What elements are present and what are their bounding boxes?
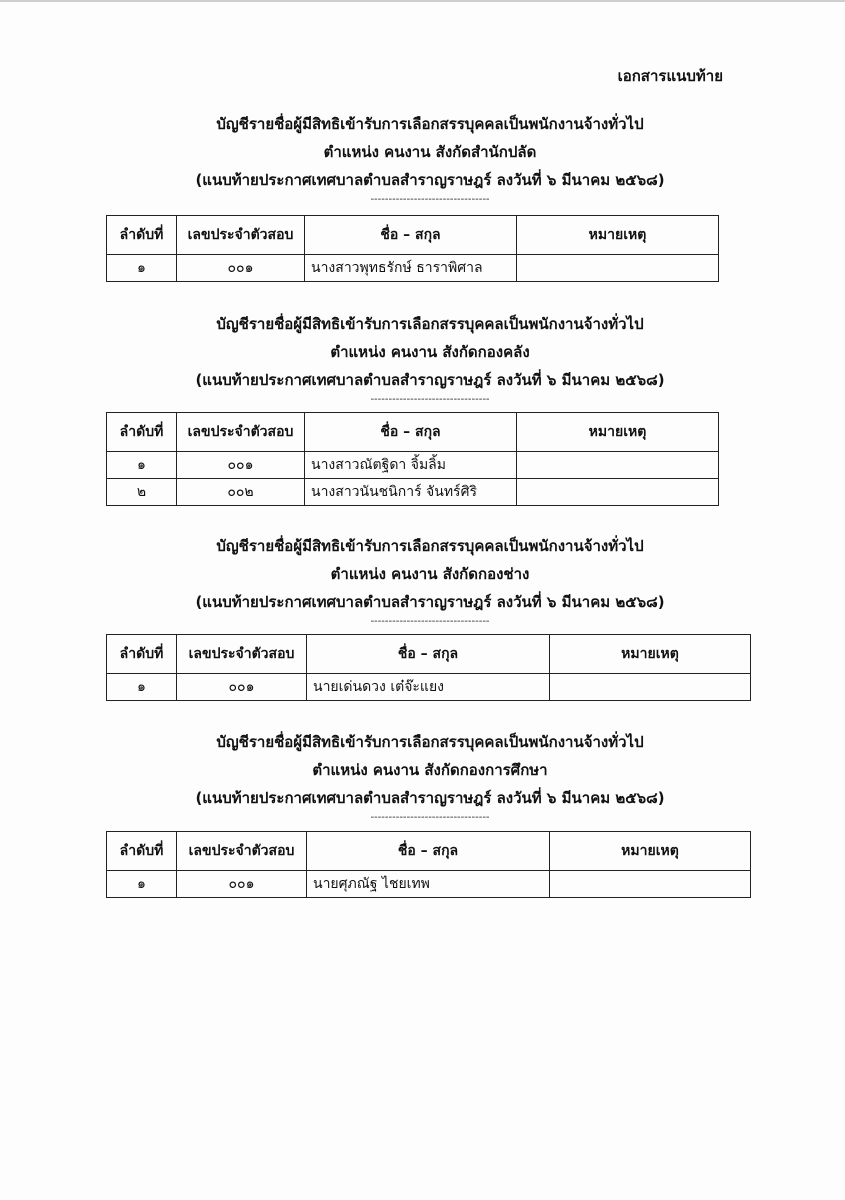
cell-exam-id: ๐๐๒ (177, 479, 305, 506)
cell-name: นายเด่นดวง เต๋จ๊ะแยง (307, 674, 550, 701)
section-reference: (แนบท้ายประกาศเทศบาลตำบลสำราญราษฎร์ ลงวันที่ ๖ มีนาคม ๒๕๖๘) (195, 789, 665, 807)
candidate-table (106, 215, 719, 282)
cell-exam-id: ๐๐๑ (177, 674, 307, 701)
table-row (107, 479, 719, 506)
cell-name: นางสาวณัตฐิดา จิ้มลิ้ม (305, 452, 517, 479)
table-row (107, 871, 751, 898)
cell-exam-id: ๐๐๑ (177, 871, 307, 898)
cell-no: ๑ (107, 674, 177, 701)
col-header-exam-id: เลขประจำตัวสอบ (177, 413, 305, 452)
candidate-table (106, 412, 719, 506)
col-header-remark: หมายเหตุ (517, 216, 719, 255)
cell-remark (550, 871, 751, 898)
table-header-row (107, 216, 719, 255)
col-header-no: ลำดับที่ (107, 635, 177, 674)
cell-no: ๒ (107, 479, 177, 506)
separator: --------------------------------- (370, 194, 490, 205)
table-row (107, 674, 751, 701)
cell-remark (550, 674, 751, 701)
col-header-name: ชื่อ – สกุล (305, 216, 517, 255)
section-title: บัญชีรายชื่อผู้มีสิทธิเข้ารับการเลือกสรรบุคคลเป็นพนักงานจ้างทั่วไป (216, 537, 644, 555)
col-header-name: ชื่อ – สกุล (305, 413, 517, 452)
section-title: บัญชีรายชื่อผู้มีสิทธิเข้ารับการเลือกสรรบุคคลเป็นพนักงานจ้างทั่วไป (216, 115, 644, 133)
section-title: บัญชีรายชื่อผู้มีสิทธิเข้ารับการเลือกสรรบุคคลเป็นพนักงานจ้างทั่วไป (216, 733, 644, 751)
table-row (107, 255, 719, 282)
candidate-table (106, 634, 751, 701)
cell-no: ๑ (107, 871, 177, 898)
cell-exam-id: ๐๐๑ (177, 452, 305, 479)
section-position: ตำแหน่ง คนงาน สังกัดสำนักปลัด (323, 143, 537, 161)
col-header-name: ชื่อ – สกุล (307, 635, 550, 674)
table-row (107, 452, 719, 479)
section-title: บัญชีรายชื่อผู้มีสิทธิเข้ารับการเลือกสรรบุคคลเป็นพนักงานจ้างทั่วไป (216, 315, 644, 333)
table-header-row (107, 413, 719, 452)
col-header-no: ลำดับที่ (107, 216, 177, 255)
col-header-exam-id: เลขประจำตัวสอบ (177, 832, 307, 871)
page-top-edge (0, 0, 845, 2)
cell-remark (517, 255, 719, 282)
section-education (0, 728, 845, 822)
cell-remark (517, 479, 719, 506)
section-position: ตำแหน่ง คนงาน สังกัดกองคลัง (330, 343, 530, 361)
section-finance (0, 310, 845, 404)
table-header-row (107, 635, 751, 674)
attachment-label: เอกสารแนบท้าย (617, 67, 723, 85)
cell-exam-id: ๐๐๑ (177, 255, 305, 282)
col-header-remark: หมายเหตุ (550, 635, 751, 674)
separator: --------------------------------- (370, 394, 490, 405)
candidate-table (106, 831, 751, 898)
cell-no: ๑ (107, 452, 177, 479)
col-header-no: ลำดับที่ (107, 832, 177, 871)
section-reference: (แนบท้ายประกาศเทศบาลตำบลสำราญราษฎร์ ลงวันที่ ๖ มีนาคม ๒๕๖๘) (195, 593, 665, 611)
col-header-name: ชื่อ – สกุล (307, 832, 550, 871)
section-engineering (0, 532, 845, 626)
section-position: ตำแหน่ง คนงาน สังกัดกองการศึกษา (312, 761, 548, 779)
section-reference: (แนบท้ายประกาศเทศบาลตำบลสำราญราษฎร์ ลงวันที่ ๖ มีนาคม ๒๕๖๘) (195, 371, 665, 389)
separator: --------------------------------- (370, 812, 490, 823)
col-header-remark: หมายเหตุ (517, 413, 719, 452)
cell-remark (517, 452, 719, 479)
section-position: ตำแหน่ง คนงาน สังกัดกองช่าง (330, 565, 530, 583)
cell-name: นายศุภณัฐ ไชยเทพ (307, 871, 550, 898)
separator: --------------------------------- (370, 616, 490, 627)
col-header-exam-id: เลขประจำตัวสอบ (177, 216, 305, 255)
cell-name: นางสาวนันชนิการ์ จันทร์ศิริ (305, 479, 517, 506)
col-header-exam-id: เลขประจำตัวสอบ (177, 635, 307, 674)
cell-no: ๑ (107, 255, 177, 282)
section-office (0, 110, 845, 204)
cell-name: นางสาวพุทธรักษ์ ธาราพิศาล (305, 255, 517, 282)
table-header-row (107, 832, 751, 871)
col-header-no: ลำดับที่ (107, 413, 177, 452)
col-header-remark: หมายเหตุ (550, 832, 751, 871)
section-reference: (แนบท้ายประกาศเทศบาลตำบลสำราญราษฎร์ ลงวันที่ ๖ มีนาคม ๒๕๖๘) (195, 171, 665, 189)
